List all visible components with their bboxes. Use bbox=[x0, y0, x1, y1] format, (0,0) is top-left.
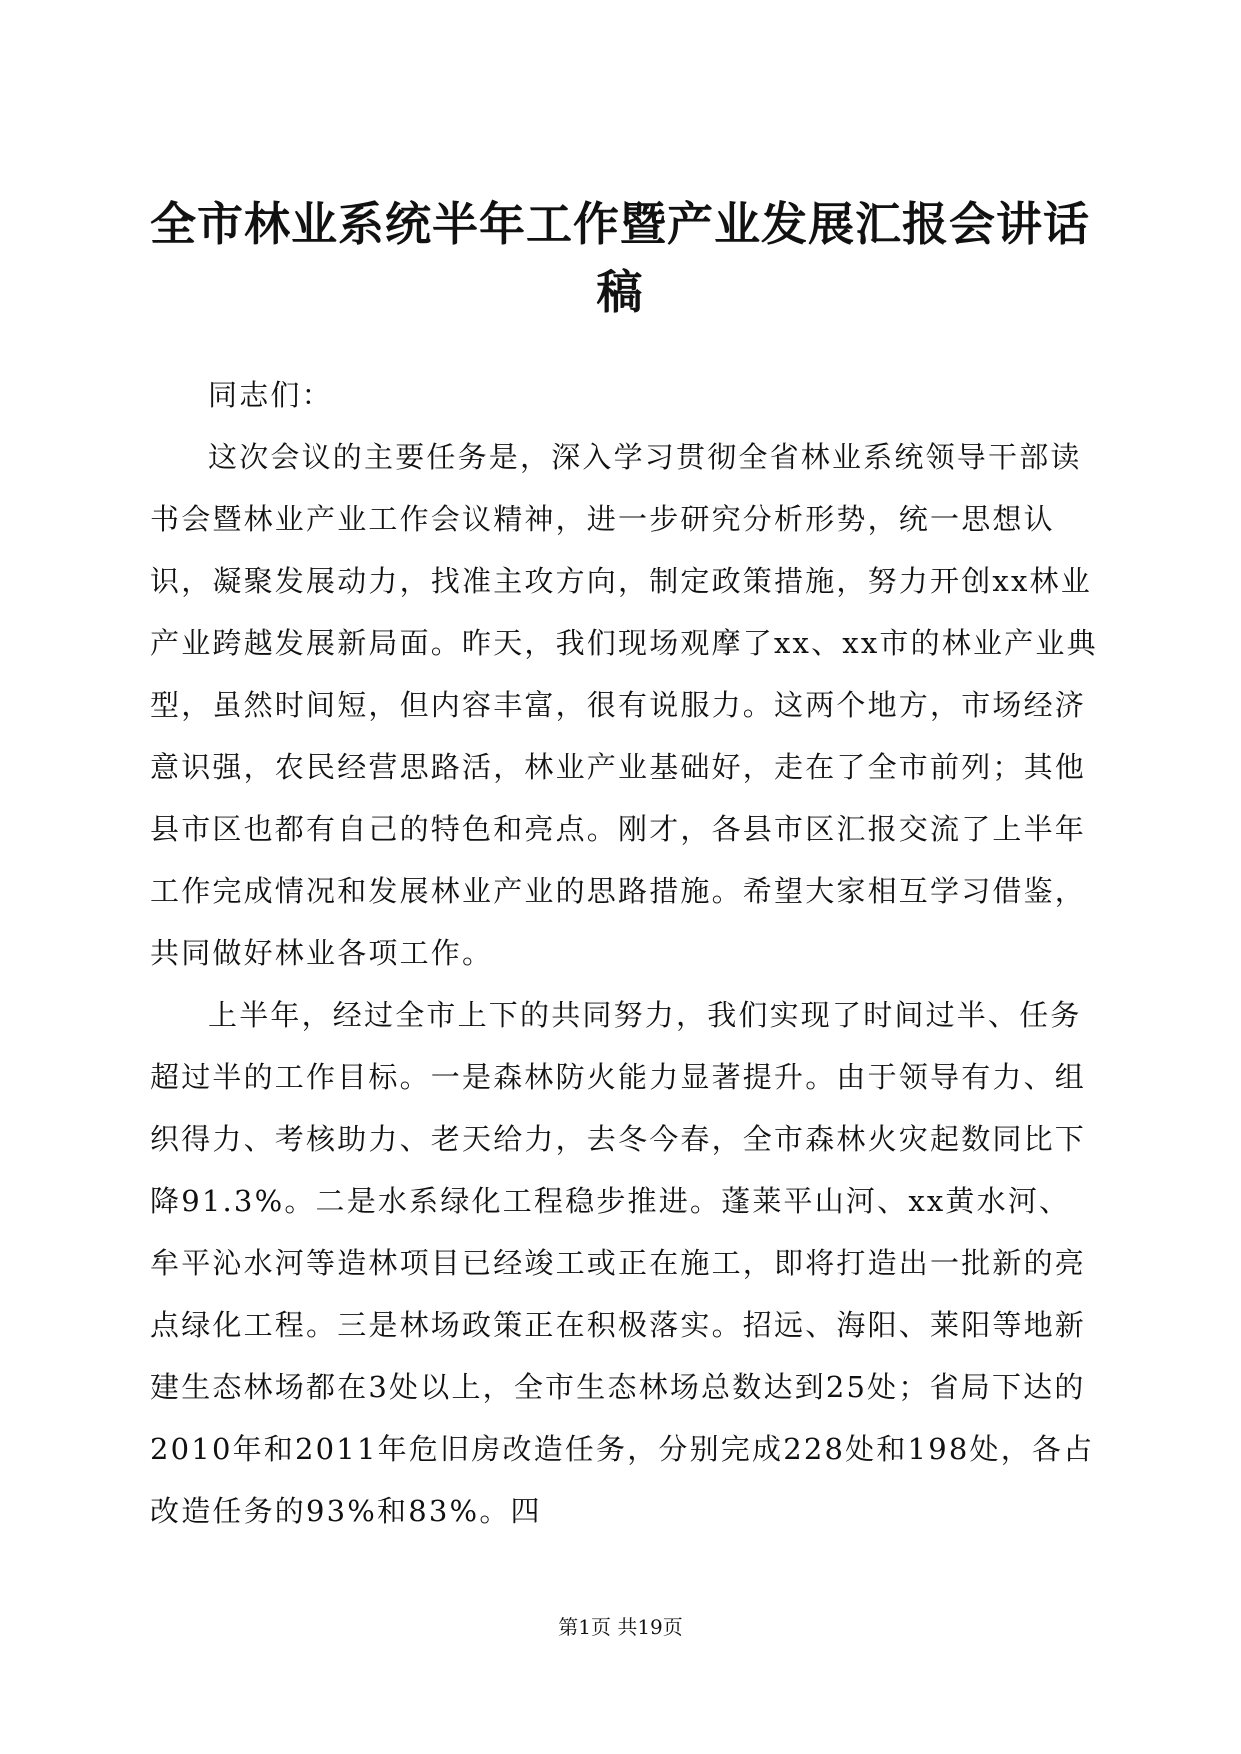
page-footer: 第1页 共19页 bbox=[558, 1615, 683, 1639]
document-body bbox=[150, 364, 1100, 1542]
document-title: 全市林业系统半年工作暨产业发展汇报会讲话稿 bbox=[150, 197, 1090, 319]
salutation: 同志们： bbox=[208, 378, 333, 412]
paragraph-1: 这次会议的主要任务是，深入学习贯彻全省林业系统领导干部读书会暨林业产业工作会议精神，进一步研究分析形势，统一思想认识，凝聚发展动力，找准主攻方向，制定政策措施，努力开创xx林业产业跨越发展新局面。昨天，我们现场观摩了xx、xx市的林业产业典型，虽然时间短，但内容丰富，很有说服力。这两个地方，市场经济意识强，农民经营思路活，林业产业基础好，走在了全市前列；其他县市区也都有自己的特色和亮点。刚才，各县市区汇报交流了上半年工作完成情况和发展林业产业的思路措施。希望大家相互学习借鉴，共同做好林业各项工作。 bbox=[150, 440, 1098, 970]
paragraph-2: 上半年，经过全市上下的共同努力，我们实现了时间过半、任务超过半的工作目标。一是森林防火能力显著提升。由于领导有力、组织得力、考核助力、老天给力，去冬今春，全市森林火灾起数同比下降91.3%。二是水系绿化工程稳步推进。蓬莱平山河、xx黄水河、牟平沁水河等造林项目已经竣工或正在施工，即将打造出一批新的亮点绿化工程。三是林场政策正在积极落实。招远、海阳、莱阳等地新建生态林场都在3处以上，全市生态林场总数达到25处；省局下达的2010年和2011年危旧房改造任务，分别完成228处和198处，各占改造任务的93%和83%。四 bbox=[150, 998, 1095, 1528]
